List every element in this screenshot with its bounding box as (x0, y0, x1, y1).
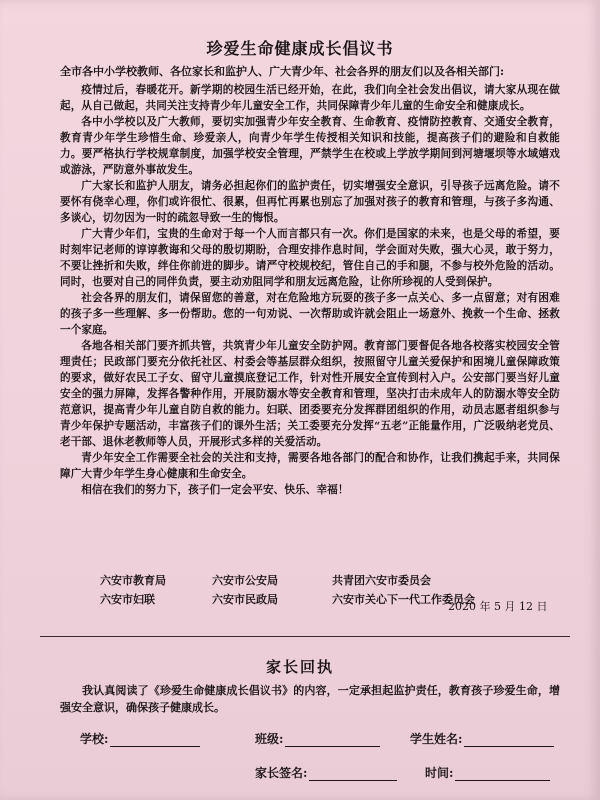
paragraph: 相信在我们的努力下，孩子们一定会平安、快乐、幸福！ (81, 484, 349, 496)
signatory: 六安市公安局 (212, 574, 278, 587)
class-label: 班级: (255, 732, 284, 746)
receipt-statement: 我认真阅读了《珍爱生命健康成长倡议书》的内容，一定承担起监护责任，教育孩子珍爱生命，增强安全意识，确保孩子健康成长。 (60, 684, 560, 714)
student-name-label: 学生姓名: (410, 732, 463, 746)
parent-signature-blank[interactable] (309, 766, 397, 781)
paragraph: 各中小学校以及广大教师，要切实加强青少年安全教育、生命教育、疫情防控教育、交通安全教育，教育青少年学生珍惜生命、珍爱亲人，向青少年学生传授相关知识和技能，提高孩子们的避险和自救能力。要严格执行学校规章制度，加强学校安全管理，严禁学生在校或上学放学期间到河塘堰坝等水域嬉戏或游泳，严防意外事故发生。 (60, 116, 560, 176)
parent-signature-field[interactable] (255, 764, 397, 781)
receipt-row-signature (0, 764, 600, 784)
signatory: 六安市教育局 (100, 574, 166, 587)
student-name-field[interactable] (410, 730, 554, 747)
class-field[interactable] (255, 730, 380, 747)
school-blank[interactable] (110, 732, 200, 747)
paragraph: 社会各界的朋友们，请保留您的善意，对在危险地方玩耍的孩子多一点关心、多一点留意；对有困难的孩子多一些理解、多一份帮助。您的一句劝说、一次帮助或许就会阻止一场意外、挽救一个生命、拯救一个家庭。 (60, 292, 560, 336)
signatory: 共青团六安市委员会 (332, 574, 431, 587)
student-name-blank[interactable] (464, 732, 554, 747)
section-divider (40, 636, 570, 637)
proposal-body (60, 82, 560, 498)
signatory: 六安市妇联 (100, 593, 155, 606)
signatory: 六安市关心下一代工作委员会 (332, 593, 475, 606)
paragraph: 广大青少年们，宝贵的生命对于每一个人而言都只有一次。你们是国家的未来，也是父母的希望，要时刻牢记老师的谆谆教诲和父母的殷切期盼，合理安排作息时间，学会面对失败，强大心灵，敢于努力，不要让挫折和失败，绊住你前进的脚步。请严守校规校纪，管住自己的手和腿，不参与校外危险的活动。同时，也要对自己的同伴负责，要主动劝阻同学和朋友远离危险，让你所珍视的人受到保护。 (60, 228, 560, 288)
salutation: 全市各中小学校教师、各位家长和监护人、广大青少年、社会各界的朋友们以及各相关部门: (60, 65, 505, 78)
time-label: 时间: (425, 766, 454, 780)
issue-date: 2020 年 5 月 12 日 (448, 600, 548, 613)
parent-signature-label: 家长签名: (255, 766, 308, 780)
time-field[interactable] (425, 764, 550, 781)
receipt-row-student (0, 730, 600, 750)
class-blank[interactable] (285, 732, 380, 747)
paragraph: 青少年安全工作需要全社会的关注和支持，需要各地各部门的配合和协作，让我们携起手来，共同保障广大青少年学生身心健康和生命安全。 (60, 452, 560, 480)
signatory: 六安市民政局 (212, 593, 278, 606)
paragraph: 广大家长和监护人朋友，请务必担起你们的监护责任，切实增强安全意识，引导孩子远离危险。请不要怀有侥幸心理，你们或许很忙、很累，但再忙再累也别忘了加强对孩子的教育和管理，与孩子多沟通、多谈心，切勿因为一时的疏忽导致一生的悔恨。 (60, 180, 560, 224)
document-title: 珍爱生命健康成长倡议书 (206, 39, 394, 58)
school-label: 学校: (80, 732, 109, 746)
school-field[interactable] (80, 730, 200, 747)
paragraph: 各地各相关部门要齐抓共管，共筑青少年儿童安全防护网。教育部门要督促各地各校落实校园安全管理责任；民政部门要充分依托社区、村委会等基层群众组织，按照留守儿童关爱保护和困境儿童保障政策的要求，做好农民工子女、留守儿童摸底登记工作，针对性开展安全宣传到村入户。公安部门要当好儿童安全的强力屏障，发挥各警种作用，开展防溺水等安全教育和管理，坚决打击未成年人的防溺水等安全防范意识，提高青少年儿童自防自救的能力。妇联、团委要充分发挥群团组织的作用，动员志愿者组织参与青少年保护专题活动，丰富孩子们的课外生活；关工委要充分发挥“五老”正能量作用，广泛吸纳老党员、老干部、退休老教师等人员，开展形式多样的关爱活动。 (60, 340, 560, 448)
time-blank[interactable] (455, 766, 550, 781)
paragraph: 疫情过后，春暖花开。新学期的校园生活已经开始，在此，我们向全社会发出倡议，请大家从现在做起，从自己做起，共同关注支持青少年儿童安全工作，共同保障青少年儿童的生命安全和健康成长。 (60, 84, 560, 112)
receipt-title: 家长回执 (265, 658, 334, 676)
